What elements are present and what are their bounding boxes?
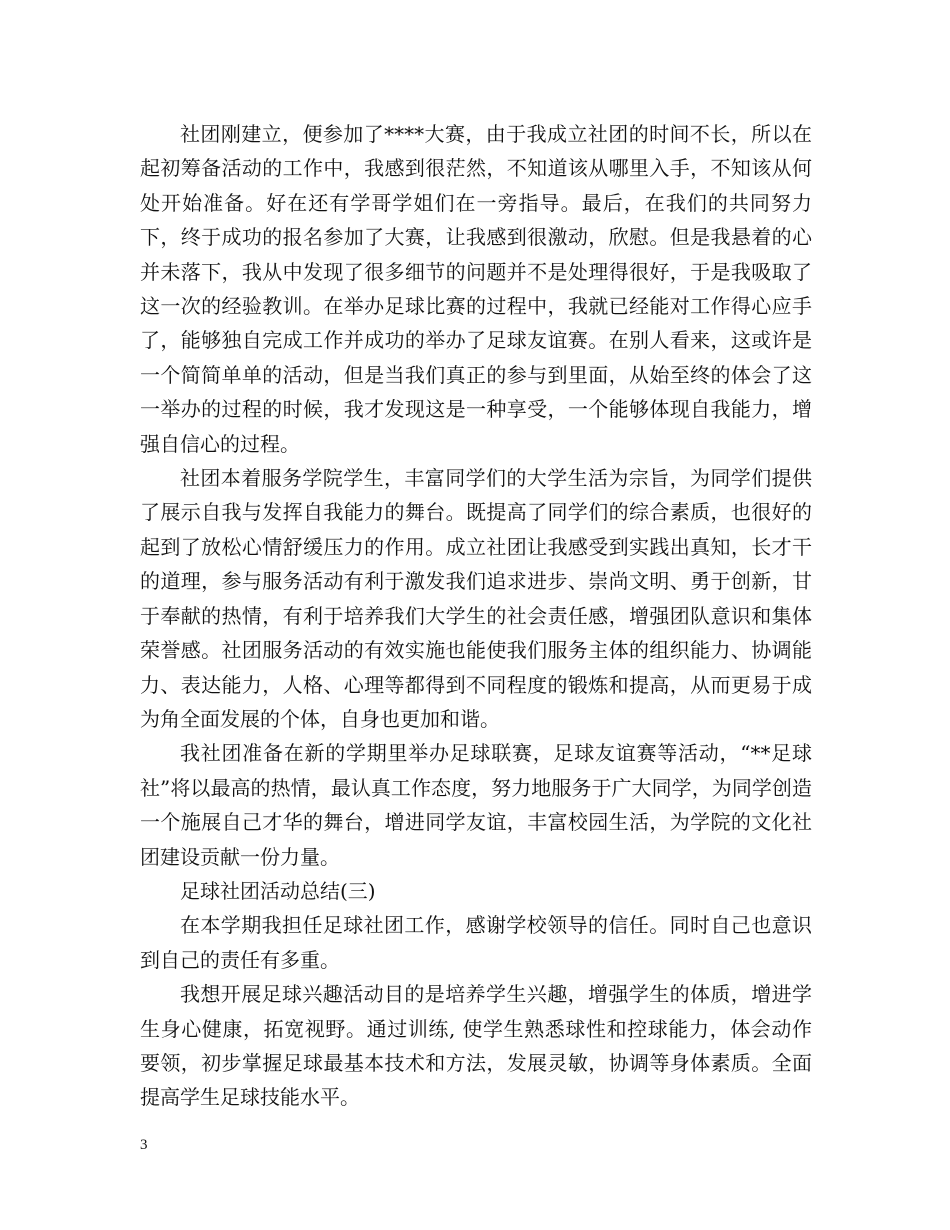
section-heading: 足球社团活动总结(三) <box>180 878 376 903</box>
document-body <box>140 117 812 1115</box>
paragraph-1: 社团刚建立，便参加了****大赛，由于我成立社团的时间不长，所以在起初筹备活动的工作中，我感到很茫然，不知道该从哪里入手，不知该从何处开始准备。好在还有学哥学姐们在一旁指导。最后，在我们的共同努力下，终于成功的报名参加了大赛，让我感到很激动，欣慰。但是我悬着的心并未落下，我从中发现了很多细节的问题并不是处理得很好，于是我吸取了这一次的经验教训。在举办足球比赛的过程中，我就已经能对工作得心应手了，能够独自完成工作并成功的举办了足球友谊赛。在别人看来，这或许是一个简简单单的活动，但是当我们真正的参与到里面，从始至终的体会了这一举办的过程的时候，我才发现这是一种享受，一个能够体现自我能力，增强自信心的过程。 <box>140 122 812 456</box>
paragraph-4: 在本学期我担任足球社团工作，感谢学校领导的信任。同时自己也意识到自己的责任有多重。 <box>140 913 812 972</box>
page-number: 3 <box>140 1137 148 1153</box>
paragraph-5: 我想开展足球兴趣活动目的是培养学生兴趣，增强学生的体质，增进学生身心健康，拓宽视野。通过训练, 使学生熟悉球性和控球能力，体会动作要领，初步掌握足球最基本技术和方法，发展灵敏，协调等身体素质。全面提高学生足球技能水平。 <box>140 982 812 1110</box>
paragraph-3: 我社团准备在新的学期里举办足球联赛，足球友谊赛等活动，“**足球社”将以最高的热情，最认真工作态度，努力地服务于广大同学，为同学创造一个施展自己才华的舞台，增进同学友谊，丰富校园生活，为学院的文化社团建设贡献一份力量。 <box>140 741 812 869</box>
paragraph-2: 社团本着服务学院学生，丰富同学们的大学生活为宗旨，为同学们提供了展示自我与发挥自我能力的舞台。既提高了同学们的综合素质，也很好的起到了放松心情舒缓压力的作用。成立社团让我感受到实践出真知，长才干的道理，参与服务活动有利于激发我们追求进步、崇尚文明、勇于创新，甘于奉献的热情，有利于培养我们大学生的社会责任感，增强团队意识和集体荣誉感。社团服务活动的有效实施也能使我们服务主体的组织能力、协调能力、表达能力，人格、心理等都得到不同程度的锻炼和提高，从而更易于成为角全面发展的个体，自身也更加和谐。 <box>140 466 812 731</box>
